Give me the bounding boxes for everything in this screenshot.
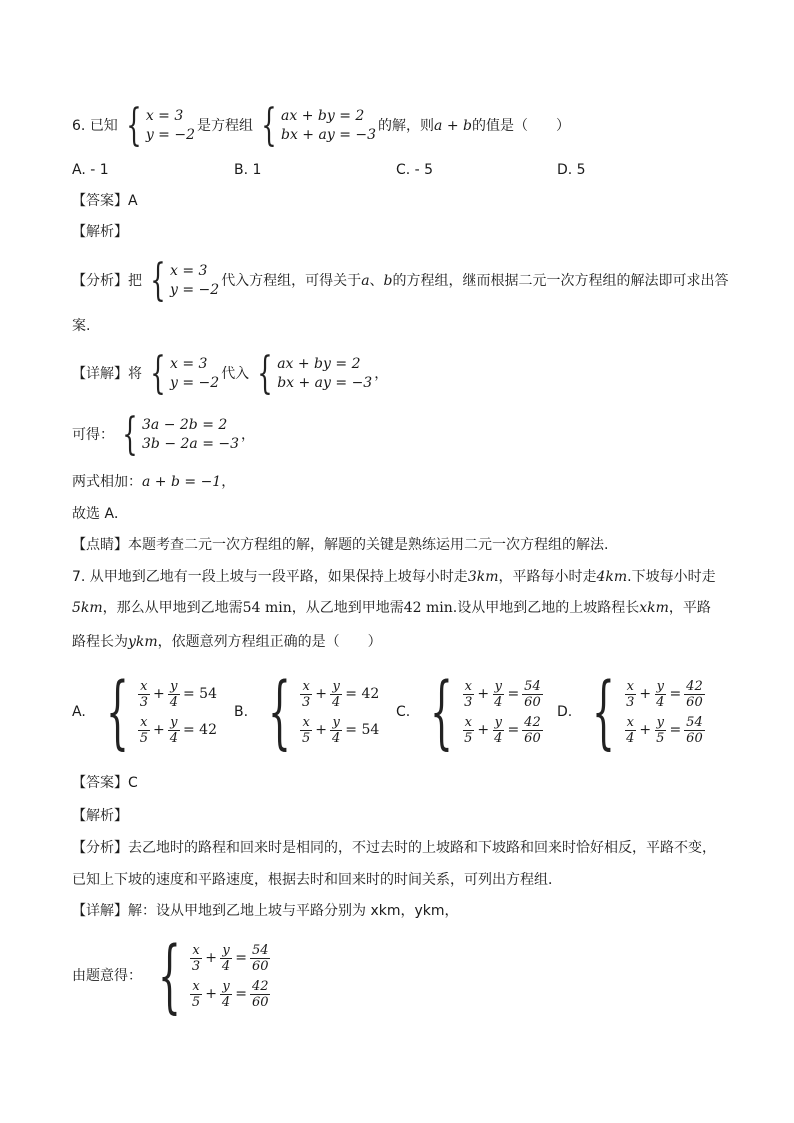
answer-tag: 【答案】: [72, 193, 128, 209]
text: 将: [128, 366, 142, 382]
answer-tag: 【答案】: [72, 775, 128, 791]
brace-icon: {: [592, 665, 616, 758]
q6-solution-system: [120, 100, 195, 151]
text: 把: [128, 273, 142, 289]
text: 两式相加：: [72, 474, 142, 490]
q7-option-d: D. { $\frac{x}{3}$ + $\frac{y}{4}$ = $\frac{42}{60}$ $\frac{x}{4}$ + $\frac{y}{5}$ = $\frac{54}{60}$: [557, 665, 703, 758]
eq: ax + by = 2: [281, 108, 365, 124]
brace-icon: {: [126, 100, 142, 151]
rhs: = 54: [345, 722, 380, 738]
den: 60: [686, 694, 703, 710]
q7-line-3: [72, 632, 382, 652]
text: 解：设从甲地到乙地上坡与平路分别为 xkm，ykm，: [128, 903, 459, 919]
brace-icon: {: [257, 348, 273, 399]
den: 4: [221, 958, 231, 974]
num: y: [222, 978, 230, 994]
unit: min: [264, 600, 292, 616]
text: ，平路: [668, 600, 711, 616]
q6-xiangjie: [72, 348, 389, 399]
q6-answer: [72, 191, 138, 211]
rhs: = 42: [345, 686, 380, 702]
rhs: = 54: [182, 686, 217, 702]
text: 本题考查二元一次方程组的解，解题的关键是熟练运用二元一次方程组的解法.: [128, 537, 609, 553]
den: 4: [626, 730, 635, 746]
unit: min: [426, 600, 453, 616]
num: x: [464, 678, 472, 694]
text: ，从乙地到甲地需: [291, 600, 404, 616]
q6-analysis-tag: 【解析】: [72, 224, 128, 240]
brace-icon: {: [150, 255, 166, 306]
q6-equation-system: [255, 100, 377, 151]
den: 4: [494, 694, 503, 710]
q7-line-2: [72, 598, 711, 618]
var: b: [383, 273, 393, 289]
q6-dianjing: [72, 535, 608, 555]
eq: ax + by = 2: [277, 356, 361, 372]
den: 5: [191, 994, 201, 1010]
den: 60: [251, 958, 269, 974]
eq: 3b − 2a = −3: [142, 436, 240, 452]
option-label: B.: [234, 704, 249, 720]
dianjing-tag: 【点睛】: [72, 537, 128, 553]
den: 3: [301, 694, 311, 710]
q7-fenxi-1: [72, 838, 716, 858]
den: 5: [656, 730, 665, 746]
xiangjie-tag: 【详解】: [72, 366, 128, 382]
q7-option-c: C. { $\frac{x}{3}$ + $\frac{y}{4}$ = $\frac{54}{60}$ $\frac{x}{5}$ + $\frac{y}{4}$ = $\frac{42}{60}$: [396, 665, 541, 758]
den: 5: [464, 730, 473, 746]
q6-text-3: 的解，则: [378, 118, 435, 134]
brace-icon: {: [122, 409, 138, 460]
value: xkm: [639, 600, 669, 616]
den: 4: [494, 730, 503, 746]
q6-option-b: B. 1: [234, 162, 262, 178]
q7-answer: [72, 773, 138, 793]
num: 54: [686, 714, 703, 730]
den: 3: [139, 694, 148, 710]
value: 4km: [596, 569, 628, 585]
num: y: [170, 678, 178, 694]
num: y: [656, 678, 664, 694]
eq: 3a − 2b = 2: [142, 417, 228, 433]
fenxi-tag: 【分析】: [72, 840, 128, 856]
q6-option-a: A. - 1: [72, 162, 109, 178]
eq: y = −2: [170, 282, 220, 298]
q6-text-1: 已知: [89, 118, 118, 134]
den: 60: [524, 694, 541, 710]
text: ，: [221, 474, 236, 490]
num: 42: [686, 678, 703, 694]
q6-fenxi: [72, 255, 729, 306]
q7-option-a: A. { $\frac{x}{3}$ + $\frac{y}{4}$ = 54 $\frac{x}{5}$ + $\frac{y}{4}$ = 42: [72, 665, 217, 758]
num: 42: [251, 978, 269, 994]
num: x: [626, 714, 634, 730]
value: ykm: [128, 634, 158, 650]
num: x: [192, 942, 200, 958]
expr: a + b = −1: [142, 474, 222, 490]
num: y: [494, 678, 502, 694]
text: .下坡每小时走: [627, 569, 716, 585]
den: 60: [686, 730, 703, 746]
eq: y = −2: [170, 375, 220, 391]
text: 去乙地时的路程和回来时是相同的，不过去时的上坡路和下坡路和回来时恰好相反，平路不变，: [128, 840, 716, 856]
den: 4: [331, 730, 341, 746]
option-label: C.: [396, 704, 411, 720]
system: [251, 348, 373, 399]
den: 3: [464, 694, 473, 710]
num: 54: [524, 678, 541, 694]
num: x: [192, 978, 200, 994]
eq: y = −2: [145, 127, 195, 143]
q7-xiangjie: [72, 901, 459, 921]
den: 4: [331, 694, 341, 710]
value: 54: [242, 600, 261, 616]
brace-icon: {: [157, 929, 181, 1022]
value: 42: [403, 600, 422, 616]
num: x: [302, 714, 310, 730]
q6-choose: 故选 A．: [72, 506, 129, 522]
q7-fenxi-2: 已知上下坡的速度和平路速度，根据去时和回来时的时间关系，可列出方程组．: [72, 872, 562, 888]
q6-expr: a + b: [434, 118, 472, 134]
den: 60: [524, 730, 541, 746]
text: 代入方程组，可得关于: [221, 273, 362, 289]
brace-icon: {: [261, 100, 277, 151]
answer-value: A: [128, 193, 138, 209]
eq: x = 3: [170, 356, 208, 372]
q6-option-c: C. - 5: [396, 162, 434, 178]
num: y: [332, 714, 340, 730]
text: 的方程组，继而根据二元一次方程组的解法即可求出答: [392, 273, 729, 289]
brace-icon: {: [268, 665, 291, 758]
var: a: [361, 273, 370, 289]
q6-kede: [72, 409, 256, 460]
answer-value: C: [128, 775, 138, 791]
brace-icon: {: [150, 348, 166, 399]
q7-final-system: 由题意得： { $\frac{x}{3}$ + $\frac{y}{4}$ = $\frac{54}{60}$ $\frac{x}{5}$ + $\frac{y}{4}$ = $\frac{42}{60}$: [72, 929, 269, 1022]
text: 代入: [221, 366, 250, 382]
text: 、: [369, 273, 384, 289]
eq: x = 3: [170, 263, 208, 279]
q6-option-d: D. 5: [557, 162, 586, 178]
text: 由题意得：: [72, 968, 142, 984]
xiangjie-tag: 【详解】: [72, 903, 128, 919]
q6-stem: [72, 100, 570, 151]
den: 5: [139, 730, 148, 746]
text: 路程长为: [72, 634, 128, 650]
system: [144, 255, 220, 306]
text: ，依题意列方程组正确的是（ ）: [157, 634, 382, 650]
text: 7. 从甲地到乙地有一段上坡与一段平路，如果保持上坡每小时走: [72, 569, 468, 585]
den: 4: [656, 694, 665, 710]
text: ，那么从甲地到乙地需: [102, 600, 243, 616]
value: 3km: [467, 569, 499, 585]
text: 可得：: [72, 427, 114, 443]
num: x: [140, 678, 148, 694]
q7-analysis-tag: 【解析】: [72, 808, 128, 824]
brace-icon: {: [430, 665, 454, 758]
system: [116, 409, 240, 460]
text: ，: [374, 366, 389, 382]
num: y: [494, 714, 502, 730]
eq: bx + ay = −3: [281, 127, 377, 143]
num: 42: [524, 714, 541, 730]
eq: x = 3: [145, 108, 184, 124]
text: ，: [241, 427, 256, 443]
text: ，平路每小时走: [498, 569, 597, 585]
q7-line-1: [72, 567, 716, 587]
text: .设从甲地到乙地的上坡路程长: [452, 600, 640, 616]
fenxi-tag: 【分析】: [72, 273, 128, 289]
q6-text-2: 是方程组: [197, 118, 253, 134]
num: y: [170, 714, 178, 730]
den: 4: [221, 994, 231, 1010]
option-label: A.: [72, 704, 86, 720]
system: [144, 348, 220, 399]
den: 5: [301, 730, 311, 746]
q7-option-b: B. { $\frac{x}{3}$ + $\frac{y}{4}$ = 42 $\frac{x}{5}$ + $\frac{y}{4}$ = 54: [234, 665, 380, 758]
option-label: D.: [557, 704, 573, 720]
q6-text-4: 的值是（ ）: [471, 118, 570, 134]
num: x: [302, 678, 310, 694]
brace-icon: {: [105, 665, 129, 758]
num: x: [464, 714, 472, 730]
num: y: [222, 942, 230, 958]
eq: bx + ay = −3: [277, 375, 373, 391]
num: y: [656, 714, 664, 730]
num: x: [626, 678, 634, 694]
den: 4: [169, 694, 178, 710]
den: 3: [191, 958, 201, 974]
q6-add: [72, 472, 235, 492]
den: 4: [169, 730, 178, 746]
num: y: [332, 678, 340, 694]
value: 5km: [72, 600, 103, 616]
q6-fenxi-cont: 案.: [72, 318, 91, 334]
num: 54: [251, 942, 269, 958]
num: x: [140, 714, 148, 730]
rhs: = 42: [182, 722, 217, 738]
den: 60: [251, 994, 269, 1010]
q6-number: 6.: [72, 118, 86, 134]
den: 3: [626, 694, 635, 710]
